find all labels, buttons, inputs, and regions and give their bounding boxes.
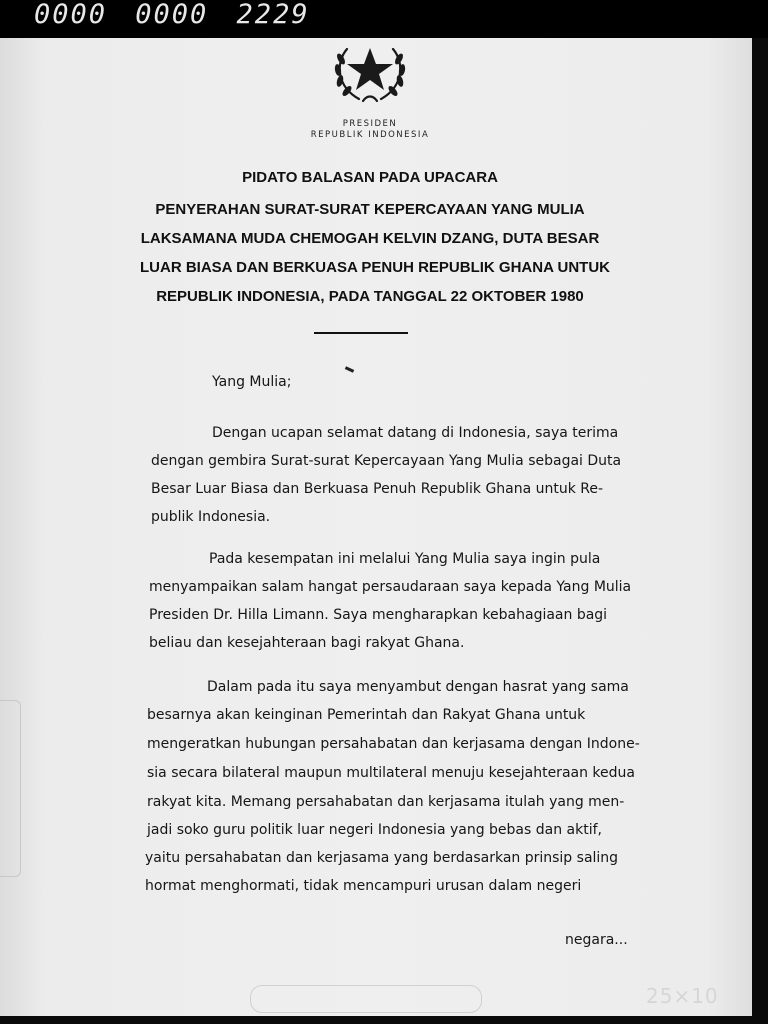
paragraph-line: hormat menghormati, tidak mencampuri urusan dalam negeri (145, 878, 582, 894)
paragraph-line: Dalam pada itu saya menyambut dengan hasrat yang sama (207, 679, 629, 695)
title-line: PENYERAHAN SURAT-SURAT KEPERCAYAAN YANG MULIA (155, 201, 585, 218)
paragraph-line: beliau dan kesejahteraan bagi rakyat Ghana. (149, 635, 465, 651)
paragraph-line: sia secara bilateral maupun multilateral menuju kesejahteraan kedua (147, 765, 635, 781)
paragraph-line: publik Indonesia. (151, 509, 271, 525)
title-divider (314, 332, 408, 334)
paper-bottom-mark (250, 985, 482, 1013)
title-line: LAKSAMANA MUDA CHEMOGAH KELVIN DZANG, DUTA BESAR (140, 230, 600, 247)
paragraph-line: Besar Luar Biasa dan Berkuasa Penuh Republik Ghana untuk Re- (151, 481, 604, 497)
film-edge-bottom (0, 1016, 768, 1024)
letterhead-subtitle: REPUBLIK INDONESIA (310, 130, 430, 140)
title-line: PIDATO BALASAN PADA UPACARA (242, 169, 498, 186)
paragraph-line: dengan gembira Surat-surat Kepercayaan Yang Mulia sebagai Duta (151, 453, 622, 469)
paragraph-line: Dengan ucapan selamat datang di Indonesia, saya terima (212, 425, 619, 441)
paragraph-line: yaitu persahabatan dan kerjasama yang berdasarkan prinsip saling (145, 850, 619, 866)
scan-code: 25×10 (646, 984, 719, 1008)
paragraph-line: besarnya akan keinginan Pemerintah dan Rakyat Ghana untuk (147, 707, 586, 723)
letterhead-title: PRESIDEN (342, 119, 398, 129)
catchword: negara... (565, 932, 628, 948)
paragraph-line: rakyat kita. Memang persahabatan dan kerjasama itulah yang men- (147, 794, 625, 810)
film-header-bar (0, 0, 768, 38)
frame-number: 0000 0000 2229 (34, 0, 310, 30)
title-line: LUAR BIASA DAN BERKUASA PENUH REPUBLIK GHANA UNTUK (140, 259, 611, 276)
paper-edge-mark (0, 700, 21, 877)
paragraph-line: jadi soko guru politik luar negeri Indonesia yang bebas dan aktif, (147, 822, 602, 838)
paragraph-line: Pada kesempatan ini melalui Yang Mulia saya ingin pula (209, 551, 601, 567)
film-edge-right (752, 38, 768, 1024)
salutation: Yang Mulia; (212, 374, 292, 390)
star-wreath-emblem-icon (325, 37, 415, 107)
paragraph-line: Presiden Dr. Hilla Limann. Saya mengharapkan kebahagiaan bagi (149, 607, 608, 623)
paragraph-line: mengeratkan hubungan persahabatan dan kerjasama dengan Indone- (147, 736, 640, 752)
title-line: REPUBLIK INDONESIA, PADA TANGGAL 22 OKTOBER 1980 (156, 288, 584, 305)
paragraph-line: menyampaikan salam hangat persaudaraan saya kepada Yang Mulia (149, 579, 632, 595)
